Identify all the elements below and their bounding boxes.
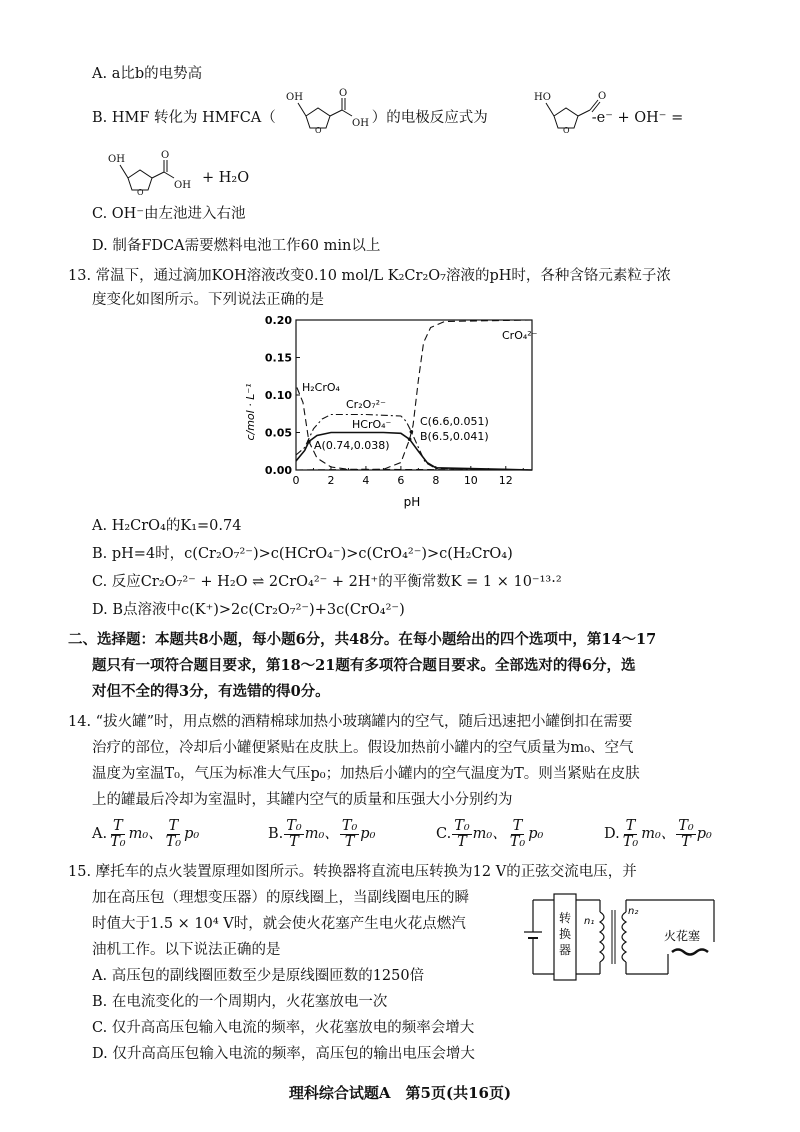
- q12-option-b-prefix: B. HMF 转化为 HMFCA（: [92, 110, 276, 126]
- q14-choice-c: [436, 812, 543, 856]
- carbonyl-o-label: O: [161, 150, 170, 161]
- x-tick-label: 8: [432, 474, 440, 487]
- ignition-circuit-diagram: [518, 892, 728, 982]
- x-tick-label: 12: [498, 474, 513, 487]
- choice-label: C.: [436, 826, 452, 842]
- fraction: [621, 819, 640, 850]
- fraction: [676, 819, 695, 850]
- annotation-point-b: B(6.5,0.041): [420, 430, 489, 443]
- q13-option-b: B. pH=4时，c(Cr₂O₇²⁻)>c(HCrO₄⁻)>c(CrO₄²⁻)>c(H₂CrO₄): [92, 546, 513, 562]
- ring-o-label: O: [563, 126, 570, 134]
- annotation-marker-2: [408, 437, 412, 441]
- series-label-cr2o7: Cr₂O₇²⁻: [346, 398, 386, 411]
- section2-heading-line3: 对但不全的得3分，有选错的得0分。: [92, 683, 330, 700]
- primary-coil: [600, 912, 604, 962]
- x-tick-label: 6: [397, 474, 405, 487]
- choice-pressure-symbol: p₀: [696, 826, 712, 842]
- acid-oh-label: OH: [352, 118, 369, 129]
- choice-mass-symbol: m₀、: [304, 826, 339, 842]
- annotation-point-a: A(0.74,0.038): [314, 439, 390, 452]
- hmf-structure: [530, 86, 630, 134]
- q15-stem-line1: 15. 摩托车的点火装置原理如图所示。转换器将直流电压转换为12 V的正弦交流电压，并: [68, 864, 637, 880]
- annotation-marker-0: [307, 440, 311, 444]
- choice-pressure-symbol: p₀: [528, 826, 544, 842]
- chart-y-axis-label: c/mol · L⁻¹: [244, 383, 257, 441]
- secondary-coil: [622, 912, 626, 962]
- converter-label: 转换器: [558, 911, 572, 957]
- y-tick-label: 0.05: [264, 426, 292, 440]
- x-tick-label: 2: [327, 474, 335, 487]
- numerator: T: [168, 817, 179, 834]
- q15-option-c: C. 仅升高高压包输入电流的频率，火花塞放电的频率会增大: [92, 1020, 475, 1036]
- fdca-structure: [104, 148, 204, 196]
- q13-option-c: C. 反应Cr₂O₇²⁻ + H₂O ⇌ 2CrO₄²⁻ + 2H⁺的平衡常数K = 1 × 10⁻¹³·²: [92, 574, 562, 590]
- q14-stem-line3: 温度为室温T₀，气压为标准大气压p₀；加热后小罐内的空气温度为T。则当紧贴在皮肤: [92, 766, 640, 782]
- choice-label: D.: [604, 826, 620, 842]
- x-tick-label: 0: [292, 474, 300, 487]
- numerator: T₀: [341, 817, 358, 834]
- spark-plug-label: 火花塞: [664, 929, 701, 943]
- numerator: T₀: [454, 817, 470, 834]
- numerator: T₀: [678, 817, 694, 834]
- acid-oh-label: OH: [174, 180, 191, 191]
- section2-heading-line1: 二、选择题：本题共8小题，每小题6分，共48分。在每小题给出的四个选项中，第14～17: [68, 631, 657, 648]
- numerator: T: [625, 817, 636, 834]
- series-label-hcro4: HCrO₄⁻: [352, 418, 392, 431]
- series-label-h2cro4: H₂CrO₄: [302, 381, 340, 394]
- y-tick-label: 0.00: [264, 464, 292, 477]
- q12-option-b-mid: ）的电极反应式为: [371, 110, 488, 126]
- carbonyl-o-label: O: [339, 88, 348, 99]
- q13-option-a: A. H₂CrO₄的K₁=0.74: [92, 518, 242, 534]
- primary-coil-label: n₁: [584, 916, 595, 927]
- fraction: [164, 819, 183, 850]
- series-label-cro4: CrO₄²⁻: [502, 329, 538, 342]
- y-tick-label: 0.10: [264, 389, 292, 402]
- q14-choice-d: [604, 812, 712, 856]
- q15-option-a: A. 高压包的副线圈匝数至少是原线圈匝数的1250倍: [92, 968, 425, 984]
- choice-mass-symbol: m₀、: [128, 826, 163, 842]
- annotation-marker-1: [410, 430, 414, 434]
- q15-option-b: B. 在电流变化的一个周期内，火花塞放电一次: [92, 994, 388, 1010]
- denominator: T₀: [509, 833, 526, 850]
- numerator: T₀: [286, 817, 302, 834]
- q13-stem-line1: 13. 常温下，通过滴加KOH溶液改变0.10 mol/L K₂Cr₂O₇溶液的pH时，各种含铬元素粒子浓: [68, 268, 671, 284]
- choice-label: B.: [268, 826, 284, 842]
- spark-plug-icon: [672, 950, 708, 955]
- denominator: T: [344, 833, 355, 850]
- numerator: T: [512, 817, 523, 834]
- annotation-point-c: C(6.6,0.051): [420, 415, 489, 428]
- fraction: [340, 819, 359, 850]
- denominator: T: [457, 833, 467, 850]
- denominator: T: [681, 833, 691, 850]
- fraction: [452, 819, 471, 850]
- q12-option-b-suffix: -e⁻ + OH⁻ =: [591, 110, 684, 126]
- chromium-species-chart: [240, 312, 550, 510]
- q13-stem-line2: 度变化如图所示。下列说法正确的是: [92, 292, 324, 308]
- q14-stem-line4: 上的罐最后冷却为室温时，其罐内空气的质量和压强大小分别约为: [92, 792, 513, 808]
- y-tick-label: 0.20: [264, 314, 292, 327]
- q14-choice-b: [268, 812, 375, 856]
- section2-heading-line2: 题只有一项符合题目要求，第18～21题有多项符合题目要求。全部选对的得6分，选: [92, 657, 636, 674]
- q12-option-d: D. 制备FDCA需要燃料电池工作60 min以上: [92, 238, 381, 254]
- secondary-coil-label: n₂: [628, 906, 639, 917]
- aldehyde-o-label: O: [598, 91, 607, 102]
- series-line-0: [297, 388, 532, 471]
- q15-stem-line2: 加在高压包（理想变压器）的原线圈上，当副线圈电压的瞬: [92, 890, 469, 906]
- hmfca-structure: [282, 86, 382, 134]
- q12-option-a: A. a比b的电势高: [92, 66, 203, 82]
- page-footer: 理科综合试题A 第5页(共16页): [288, 1084, 512, 1102]
- q15-option-d: D. 仅升高高压包输入电流的频率，高压包的输出电压会增大: [92, 1046, 475, 1062]
- y-tick-label: 0.15: [264, 351, 292, 365]
- denominator: T₀: [110, 833, 126, 850]
- x-tick-label: 10: [463, 474, 478, 487]
- q12-option-b-tail: + H₂O: [202, 170, 250, 186]
- fraction: [508, 819, 527, 850]
- fraction: [108, 819, 127, 850]
- chem-ho-label: HO: [534, 92, 551, 103]
- q14-stem-line2: 治疗的部位，冷却后小罐便紧贴在皮肤上。假设加热前小罐内的空气质量为m₀、空气: [92, 740, 634, 756]
- denominator: T₀: [165, 833, 182, 850]
- q13-option-d: D. B点溶液中c(K⁺)>2c(Cr₂O₇²⁻)+3c(CrO₄²⁻): [92, 602, 405, 618]
- ring-o-label: O: [315, 126, 322, 134]
- chem-oh-label: OH: [286, 92, 303, 103]
- choice-pressure-symbol: p₀: [360, 826, 376, 842]
- chart-x-axis-label: pH: [403, 495, 421, 509]
- q12-option-c: C. OH⁻由左池进入右池: [92, 206, 246, 222]
- x-tick-label: 4: [362, 474, 370, 487]
- choice-pressure-symbol: p₀: [184, 826, 200, 842]
- ring-o-label: O: [137, 188, 144, 196]
- q15-stem-line3: 时值大于1.5 × 10⁴ V时，就会使火花塞产生电火花点燃汽: [92, 916, 466, 932]
- numerator: T: [113, 817, 123, 834]
- q14-stem-line1: 14. “拔火罐”时，用点燃的酒精棉球加热小玻璃罐内的空气，随后迅速把小罐倒扣在需要: [68, 714, 633, 730]
- chem-oh-label: OH: [108, 154, 125, 165]
- choice-mass-symbol: m₀、: [472, 826, 507, 842]
- denominator: T₀: [622, 833, 639, 850]
- denominator: T: [289, 833, 299, 850]
- choice-label: A.: [92, 826, 108, 842]
- q15-stem-line4: 油机工作。以下说法正确的是: [92, 942, 281, 958]
- choice-mass-symbol: m₀、: [641, 826, 676, 842]
- fraction: [284, 819, 303, 850]
- q14-choice-a: [92, 812, 199, 856]
